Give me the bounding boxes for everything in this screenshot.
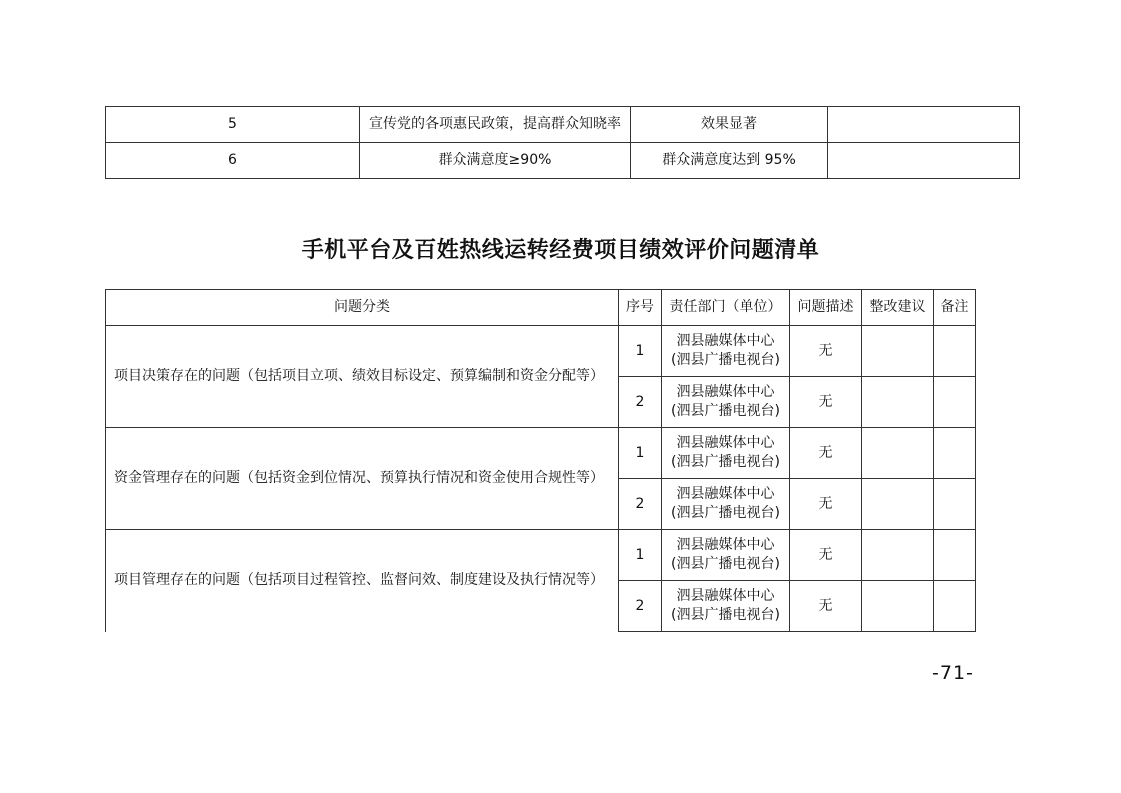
row-number-cell: 5 — [106, 107, 360, 143]
advice-cell — [862, 326, 934, 377]
dept-cell — [662, 428, 790, 479]
table-row — [106, 428, 976, 479]
advice-cell — [862, 479, 934, 530]
table-row — [106, 326, 976, 377]
dept-cell — [662, 479, 790, 530]
category-cell: 项目决策存在的问题（包括项目立项、绩效目标设定、预算编制和资金分配等） — [106, 326, 619, 428]
header-dept: 责任部门（单位） — [662, 290, 790, 326]
header-remark: 备注 — [934, 290, 976, 326]
note-cell — [828, 107, 1020, 143]
desc-cell: 无 — [790, 479, 862, 530]
header-seq: 序号 — [619, 290, 662, 326]
desc-cell: 无 — [790, 530, 862, 581]
table-row — [106, 143, 1020, 179]
dept-name: 泗县融媒体中心 — [676, 435, 775, 451]
issue-list-table — [105, 289, 976, 632]
dept-name: 泗县融媒体中心 — [676, 486, 775, 502]
category-cell: 资金管理存在的问题（包括资金到位情况、预算执行情况和资金使用合规性等） — [106, 428, 619, 530]
seq-cell: 1 — [619, 326, 662, 377]
dept-alias: (泗县广播电视台) — [671, 556, 780, 572]
dept-name: 泗县融媒体中心 — [676, 333, 775, 349]
remark-cell — [934, 377, 976, 428]
indicator-content-cell: 宣传党的各项惠民政策，提高群众知晓率 — [360, 107, 631, 143]
dept-cell — [662, 530, 790, 581]
advice-cell — [862, 581, 934, 632]
remark-cell — [934, 326, 976, 377]
indicator-result-cell: 群众满意度达到 95% — [631, 143, 828, 179]
dept-alias: (泗县广播电视台) — [671, 454, 780, 470]
table-row — [106, 530, 976, 581]
desc-cell: 无 — [790, 581, 862, 632]
category-cell: 项目管理存在的问题（包括项目过程管控、监督问效、制度建设及执行情况等） — [106, 530, 619, 632]
dept-cell — [662, 326, 790, 377]
dept-alias: (泗县广播电视台) — [671, 607, 780, 623]
dept-cell — [662, 377, 790, 428]
header-category: 问题分类 — [106, 290, 619, 326]
dept-alias: (泗县广播电视台) — [671, 352, 780, 368]
seq-cell: 1 — [619, 428, 662, 479]
indicator-table — [105, 106, 1020, 179]
advice-cell — [862, 377, 934, 428]
dept-cell — [662, 581, 790, 632]
dept-name: 泗县融媒体中心 — [676, 384, 775, 400]
desc-cell: 无 — [790, 428, 862, 479]
dept-name: 泗县融媒体中心 — [676, 588, 775, 604]
desc-cell: 无 — [790, 326, 862, 377]
dept-alias: (泗县广播电视台) — [671, 403, 780, 419]
advice-cell — [862, 530, 934, 581]
indicator-result-cell: 效果显著 — [631, 107, 828, 143]
remark-cell — [934, 581, 976, 632]
remark-cell — [934, 530, 976, 581]
seq-cell: 2 — [619, 581, 662, 632]
seq-cell: 2 — [619, 377, 662, 428]
header-advice: 整改建议 — [862, 290, 934, 326]
table-row — [106, 107, 1020, 143]
seq-cell: 2 — [619, 479, 662, 530]
table-header-row — [106, 290, 976, 326]
indicator-content-cell: 群众满意度≥90% — [360, 143, 631, 179]
remark-cell — [934, 428, 976, 479]
remark-cell — [934, 479, 976, 530]
page-number: -71- — [932, 662, 974, 684]
seq-cell: 1 — [619, 530, 662, 581]
header-desc: 问题描述 — [790, 290, 862, 326]
dept-name: 泗县融媒体中心 — [676, 537, 775, 553]
row-number-cell: 6 — [106, 143, 360, 179]
note-cell — [828, 143, 1020, 179]
advice-cell — [862, 428, 934, 479]
page-title: 手机平台及百姓热线运转经费项目绩效评价问题清单 — [301, 238, 820, 263]
desc-cell: 无 — [790, 377, 862, 428]
dept-alias: (泗县广播电视台) — [671, 505, 780, 521]
